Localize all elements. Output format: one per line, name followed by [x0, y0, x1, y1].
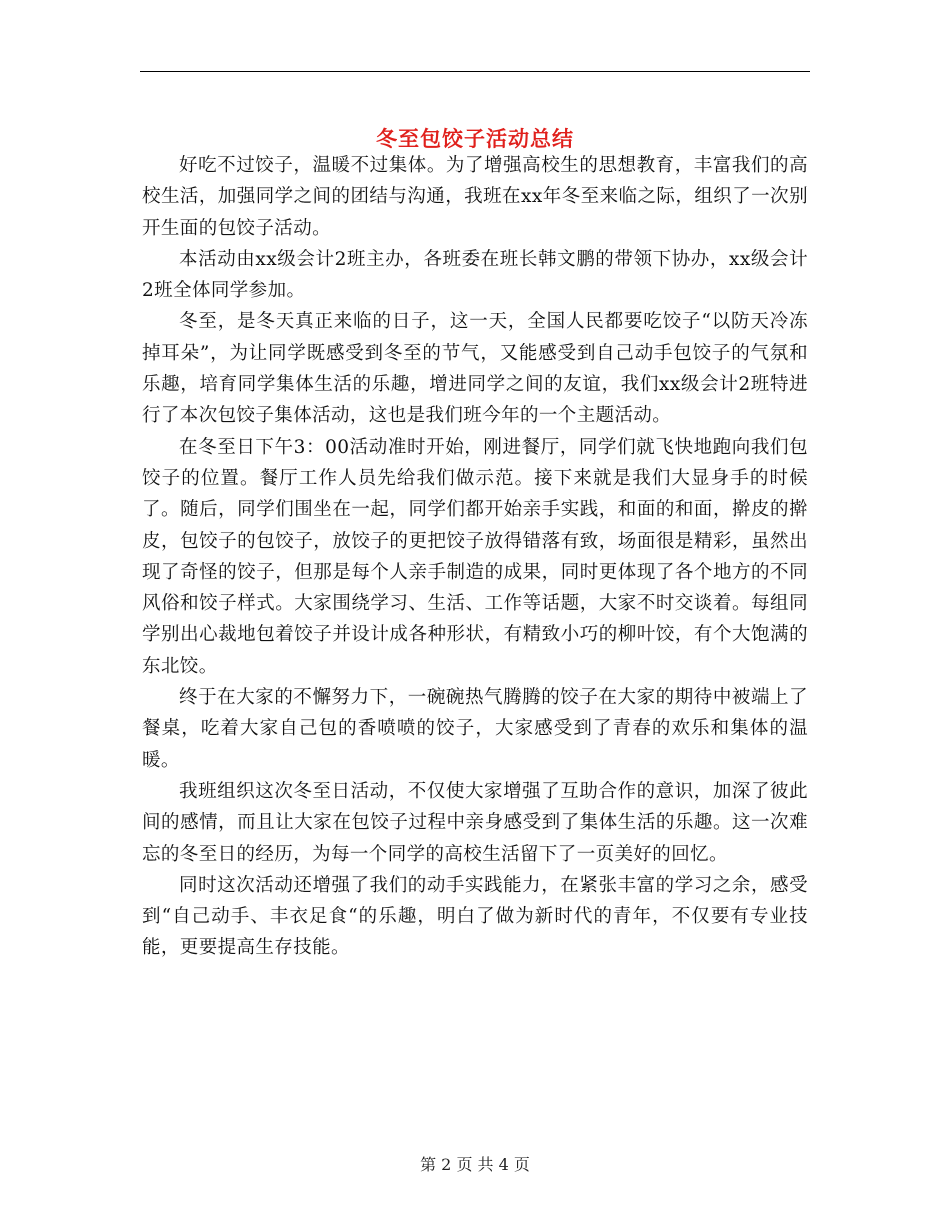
document-body	[142, 150, 808, 964]
document-title: 冬至包饺子活动总结	[376, 126, 574, 152]
header-rule	[140, 71, 810, 72]
paragraph-background: 冬至，是冬天真正来临的日子，这一天，全国人民都要吃饺子“以防天冷冻掉耳朵”，为让同学既感受到冬至的节气，又能感受到自己动手包饺子的气氛和乐趣，培育同学集体生活的乐趣，增进同学之间的友谊，我们xx级会计2班特进行了本次包饺子集体活动，这也是我们班今年的一个主题活动。	[142, 311, 808, 427]
paragraph-conclusion: 同时这次活动还增强了我们的动手实践能力，在紧张丰富的学习之余，感受到“自己动手、丰衣足食“的乐趣，明白了做为新时代的青年，不仅要有专业技能，更要提高生存技能。	[142, 874, 808, 959]
paragraph-meal: 终于在大家的不懈努力下，一碗碗热气腾腾的饺子在大家的期待中被端上了餐桌，吃着大家自己包的香喷喷的饺子，大家感受到了青春的欢乐和集体的温暖。	[142, 687, 808, 771]
paragraph-significance: 我班组织这次冬至日活动，不仅使大家增强了互助合作的意识，加深了彼此间的感情，而且让大家在包饺子过程中亲身感受到了集体生活的乐趣。这一次难忘的冬至日的经历，为每一个同学的高校生活留下了一页美好的回忆。	[142, 780, 808, 865]
paragraph-organizers: 本活动由xx级会计2班主办，各班委在班长韩文鹏的带领下协办，xx级会计2班全体同学参加。	[142, 248, 808, 302]
page-number: 第 2 页 共 4 页	[420, 1155, 530, 1174]
paragraph-intro: 好吃不过饺子，温暖不过集体。为了增强高校生的思想教育，丰富我们的高校生活，加强同学之间的团结与沟通，我班在xx年冬至来临之际，组织了一次别开生面的包饺子活动。	[142, 155, 808, 239]
paragraph-activity: 在冬至日下午3：00活动准时开始，刚进餐厅，同学们就飞快地跑向我们包饺子的位置。餐厅工作人员先给我们做示范。接下来就是我们大显身手的时候了。随后，同学们围坐在一起，同学们都开始亲手实践，和面的和面，擀皮的擀皮，包饺子的包饺子，放饺子的更把饺子放得错落有致，场面很是精彩，虽然出现了奇怪的饺子，但那是每个人亲手制造的成果，同时更体现了各个地方的不同风俗和饺子样式。大家围绕学习、生活、工作等话题，大家不时交谈着。每组同学别出心裁地包着饺子并设计成各种形状，有精致小巧的柳叶饺，有个大饱满的东北饺。	[142, 436, 808, 677]
